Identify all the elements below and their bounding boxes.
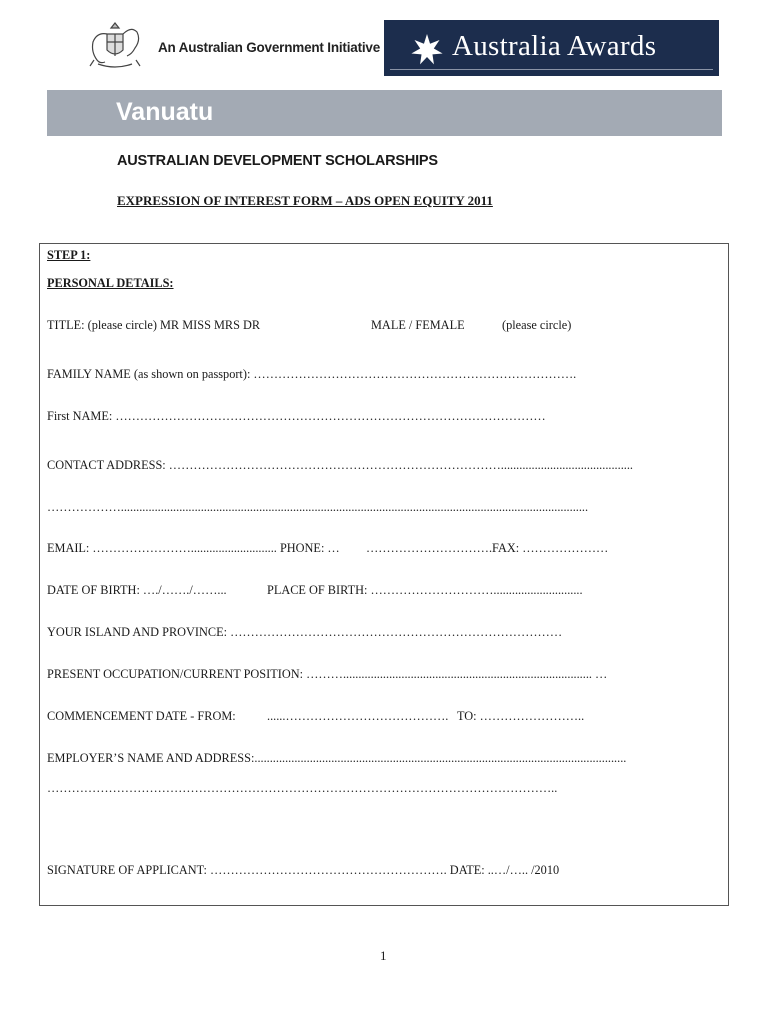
contact-address-field[interactable]: CONTACT ADDRESS: ………………………………………………………………………...........................................	[47, 458, 633, 472]
australia-awards-label: Australia Awards	[452, 30, 657, 62]
date-of-birth-field[interactable]: DATE OF BIRTH: …./……./……...	[47, 583, 227, 597]
personal-details-form	[39, 243, 729, 906]
page-number: 1	[380, 948, 387, 963]
commencement-to-field[interactable]: TO: ……………………..	[457, 709, 585, 723]
gender-field[interactable]: MALE / FEMALE	[371, 318, 465, 332]
section-label: PERSONAL DETAILS:	[47, 276, 174, 290]
signature-date-field[interactable]: SIGNATURE OF APPLICANT: …………………………………………………. DATE: ..…/….. /2010	[47, 863, 560, 877]
occupation-field[interactable]: PRESENT OCCUPATION/CURRENT POSITION: ………................................................................................. …	[47, 667, 608, 681]
government-initiative-label: An Australian Government Initiative	[158, 40, 381, 55]
gender-note: (please circle)	[502, 318, 572, 332]
commonwealth-star-icon	[410, 33, 444, 67]
place-of-birth-field[interactable]: PLACE OF BIRTH: ………………………….............................	[267, 583, 583, 597]
country-title: Vanuatu	[116, 98, 214, 126]
coat-of-arms-icon	[80, 20, 150, 70]
scholarship-heading: AUSTRALIAN DEVELOPMENT SCHOLARSHIPS	[117, 153, 438, 169]
family-name-field[interactable]: FAMILY NAME (as shown on passport): …………………………………………………………………….	[47, 367, 577, 381]
first-name-field[interactable]: First NAME: ……………………………………………………………………………………………	[47, 409, 546, 423]
phone-fax-field[interactable]: ………………………….FAX: …………………	[366, 541, 609, 555]
commencement-from-field[interactable]: ......………………………………….	[267, 709, 449, 723]
employer-continued-field[interactable]: ……………………………………………………………………………………………………………..	[47, 781, 558, 795]
commencement-label: COMMENCEMENT DATE - FROM:	[47, 709, 236, 723]
contact-address-continued-field[interactable]: ………………........................................................................................................................................................	[47, 500, 589, 514]
title-field[interactable]: TITLE: (please circle) MR MISS MRS DR	[47, 318, 261, 332]
step-label: STEP 1:	[47, 248, 91, 262]
island-province-field[interactable]: YOUR ISLAND AND PROVINCE: ………………………………………………………………………	[47, 625, 563, 639]
form-title: EXPRESSION OF INTEREST FORM – ADS OPEN EQUITY 2011	[117, 193, 493, 208]
employer-field[interactable]: EMPLOYER’S NAME AND ADDRESS:.........................................................................................................................	[47, 751, 627, 765]
email-field[interactable]: EMAIL: ……………………............................ PHONE: …	[47, 541, 340, 555]
